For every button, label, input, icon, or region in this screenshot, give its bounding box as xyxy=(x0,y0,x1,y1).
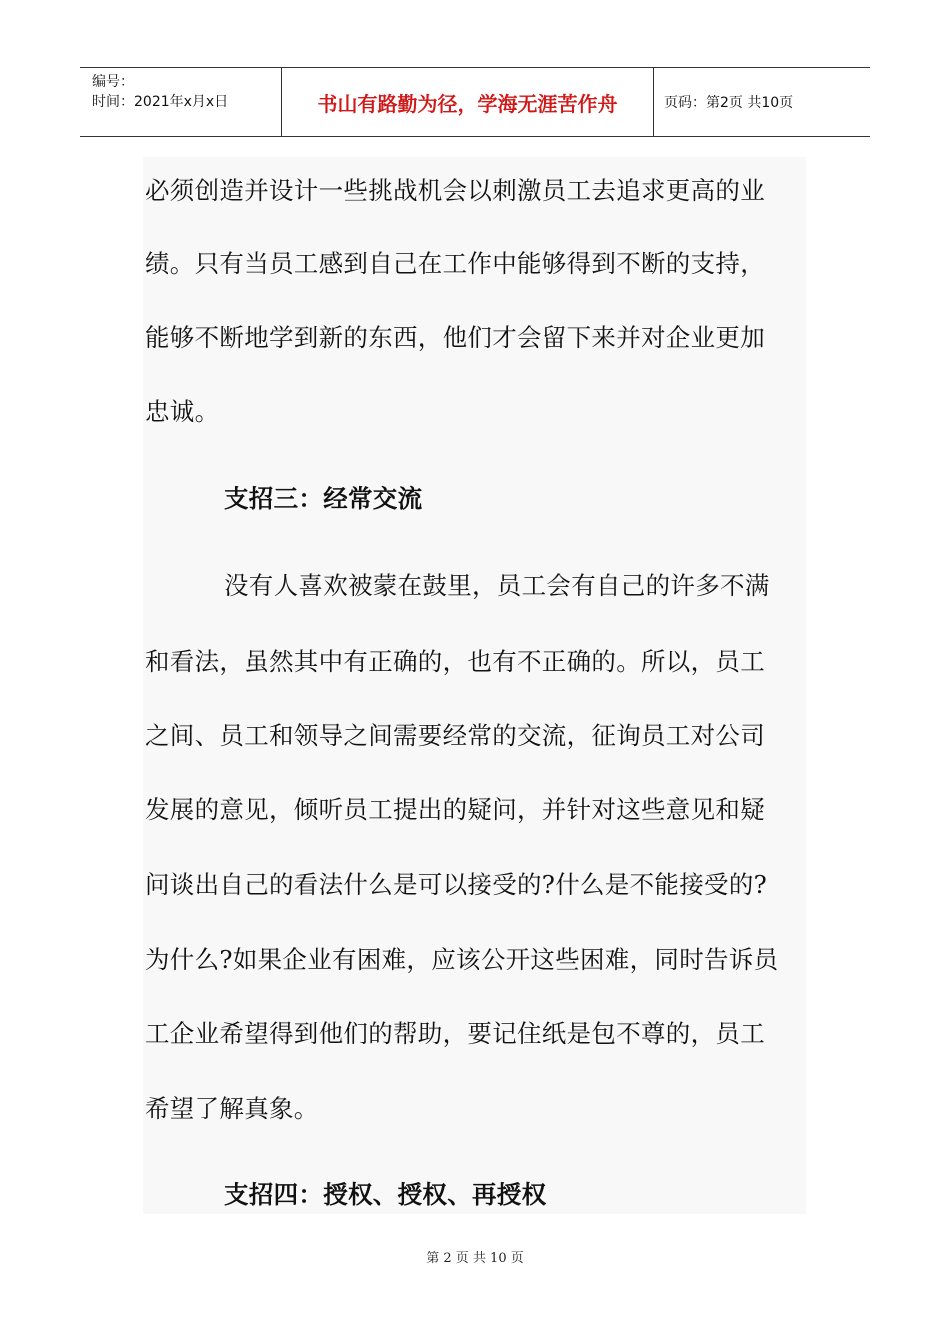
paragraph-line: 能够不断地学到新的东西，他们才会留下来并对企业更加 xyxy=(145,323,765,352)
section-heading: 支招四：授权、授权、再授权 xyxy=(224,1180,547,1209)
document-header xyxy=(80,67,870,137)
section-heading: 支招三：经常交流 xyxy=(224,484,423,513)
date-label: 时间：2021年x月x日 xyxy=(92,94,229,110)
content-area xyxy=(143,157,806,1214)
paragraph-line: 问谈出自己的看法什么是可以接受的?什么是不能接受的? xyxy=(145,870,768,899)
paragraph-line: 发展的意见，倾听员工提出的疑问，并针对这些意见和疑 xyxy=(145,795,765,824)
page-info: 页码：第2页 共10页 xyxy=(664,95,794,111)
motto-text: 书山有路勤为径，学海无涯苦作舟 xyxy=(317,91,618,116)
paragraph-line: 为什么?如果企业有困难，应该公开这些困难，同时告诉员 xyxy=(145,945,779,974)
paragraph-line: 希望了解真象。 xyxy=(145,1094,319,1123)
paragraph-line: 绩。只有当员工感到自己在工作中能够得到不断的支持， xyxy=(145,249,765,278)
paragraph-line: 忠诚。 xyxy=(145,397,220,426)
paragraph-line: 工企业希望得到他们的帮助，要记住纸是包不尊的，员工 xyxy=(145,1019,765,1048)
header-meta-cell xyxy=(80,68,282,136)
paragraph-line: 必须创造并设计一些挑战机会以刺激员工去追求更高的业 xyxy=(145,176,765,205)
number-label: 编号： xyxy=(92,74,134,90)
page-footer: 第 2 页 共 10 页 xyxy=(426,1251,524,1266)
paragraph-line: 和看法，虽然其中有正确的，也有不正确的。所以，员工 xyxy=(145,647,765,676)
paragraph-line: 之间、员工和领导之间需要经常的交流，征询员工对公司 xyxy=(145,721,765,750)
header-page-cell xyxy=(654,68,870,136)
header-motto-cell xyxy=(282,68,654,136)
paragraph-line: 没有人喜欢被蒙在鼓里，员工会有自己的许多不满 xyxy=(224,571,770,600)
